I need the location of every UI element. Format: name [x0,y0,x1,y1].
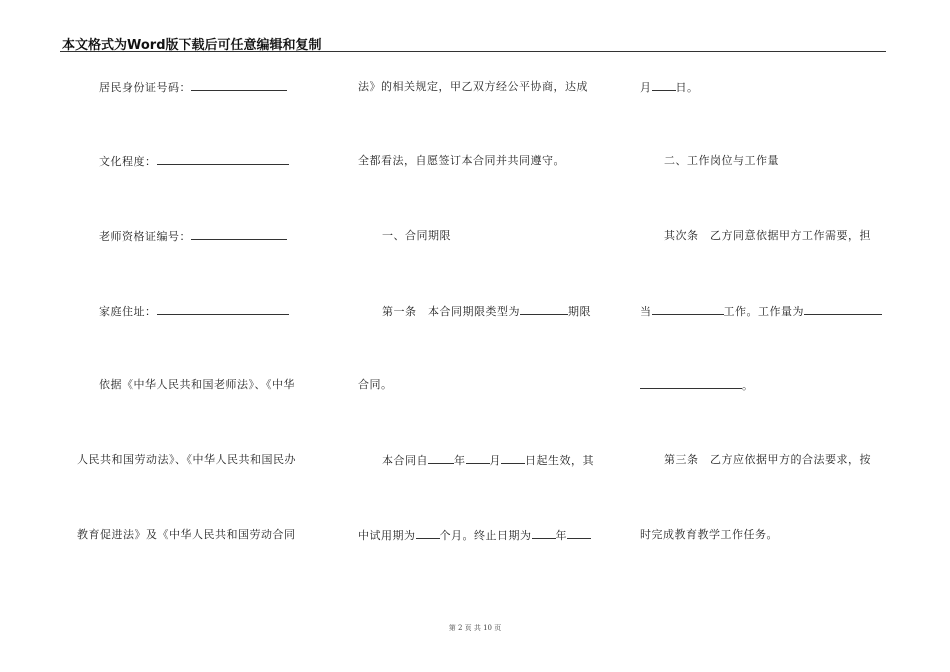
post-prefix: 当 [640,305,652,318]
effective-month-blank[interactable] [466,453,490,464]
education-label: 文化程度： [99,155,157,168]
workload-blank[interactable] [804,304,882,315]
end-date-line [640,80,699,95]
section-contract-term-heading: 一、合同期限 [382,229,451,242]
article-2-line: 其次条 乙方同意依据甲方工作需要，担 [664,229,871,242]
address-label: 家庭住址： [99,305,157,318]
id-card-label: 居民身份证号码： [99,81,191,94]
workload-continued-blank[interactable] [640,378,742,389]
id-card-blank[interactable] [191,80,287,91]
article-3-continued: 时完成教育教学工作任务。 [640,528,778,541]
basis-line-3: 教育促进法》及《中华人民共和国劳动合同 [77,528,296,541]
article-1-suffix: 期限 [568,305,591,318]
effective-day-blank[interactable] [501,453,525,464]
effective-year-label: 年 [454,454,466,467]
education-blank[interactable] [157,154,289,165]
workload-text: 工作。工作量为 [723,305,804,318]
effective-date-line [382,453,594,468]
term-type-blank[interactable] [520,304,568,315]
trial-period-line [358,528,591,543]
end-year-blank[interactable] [532,528,556,539]
trial-months-blank[interactable] [416,528,440,539]
end-day-blank[interactable] [652,80,676,91]
teacher-cert-label: 老师资格证编号： [99,230,191,243]
post-blank[interactable] [652,304,724,315]
workload-period: 。 [742,379,754,392]
basis-line-2: 人民共和国劳动法》、《中华人民共和国民办 [77,453,296,466]
effective-year-blank[interactable] [428,453,454,464]
workload-continued-line [640,378,754,393]
end-month-label: 月 [640,81,652,94]
effective-month-label: 月 [489,454,501,467]
article-1-end: 合同。 [358,378,393,391]
basis-line-1: 依据《中华人民共和国老师法》、《中华 [99,378,295,391]
section-post-workload-heading: 二、工作岗位与工作量 [664,154,779,167]
article-1-text: 第一条 本合同期限类型为 [382,305,520,318]
trial-text: 中试用期为 [358,529,416,542]
agreement-line-1: 法》的相关规定，甲乙双方经公平协商，达成 [358,80,588,93]
id-card-line [99,80,287,95]
trial-end-text: 个月。终止日期为 [439,529,532,542]
effective-text: 本合同自 [382,454,428,467]
page-number-footer: 第 2 页 共 10 页 [448,624,502,632]
education-line [99,154,289,169]
article-3-line: 第三条 乙方应依据甲方的合法要求，按 [664,453,871,466]
end-day-label: 日。 [675,81,699,94]
end-month-blank[interactable] [567,528,591,539]
end-year-label: 年 [555,529,567,542]
teacher-cert-line [99,229,287,244]
address-line [99,304,289,319]
document-header-title: 本文格式为Word版下载后可任意编辑和复制 [62,38,322,53]
teacher-cert-blank[interactable] [191,229,287,240]
header-divider [60,51,886,52]
address-blank[interactable] [157,304,289,315]
article-1-line [382,304,591,319]
effective-day-label: 日起生效，其 [525,454,594,467]
post-workload-line [640,304,882,319]
agreement-line-2: 全都看法，自愿签订本合同并共同遵守。 [358,154,565,167]
